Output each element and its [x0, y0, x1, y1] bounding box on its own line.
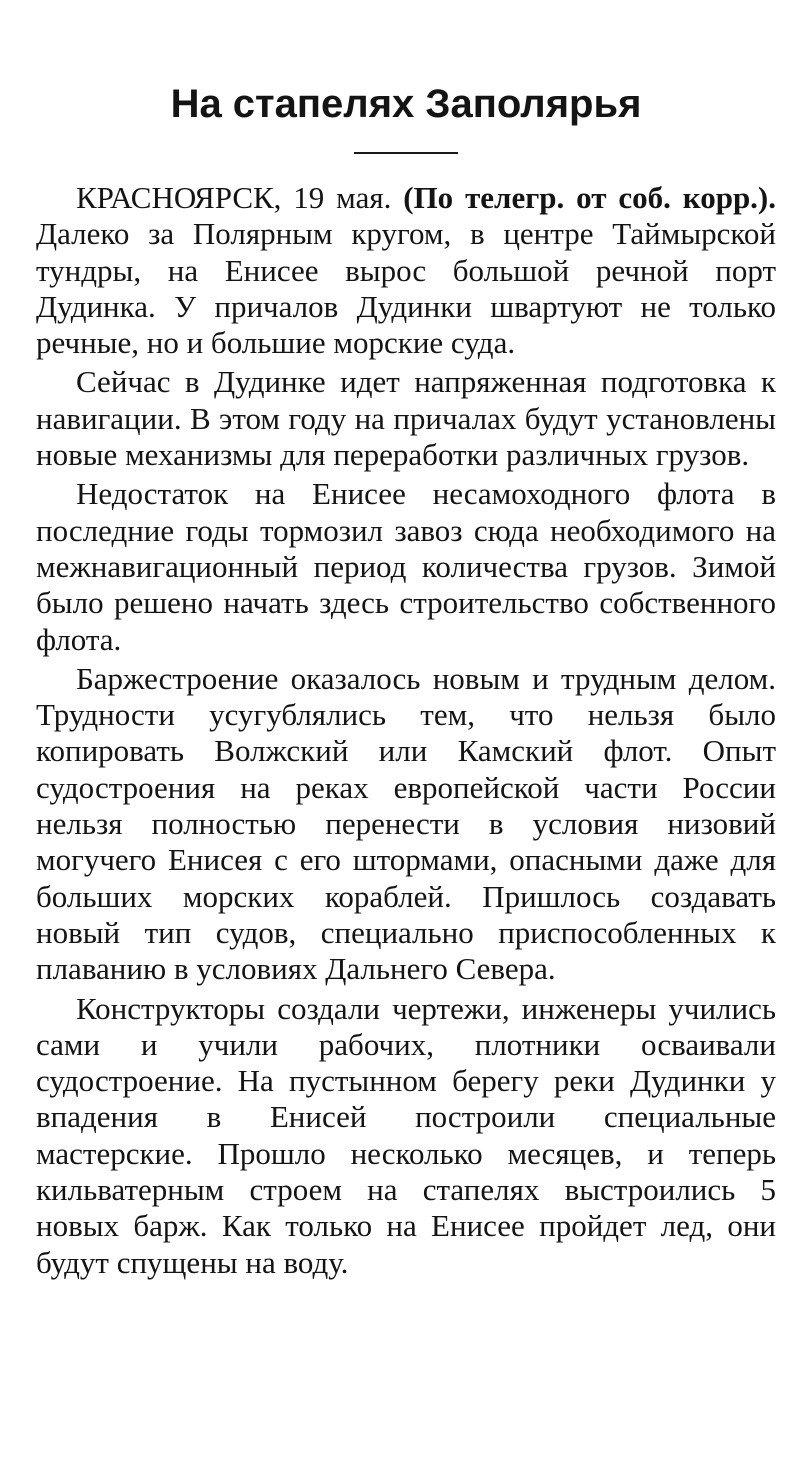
article-paragraph-4: Баржестроение оказалось новым и трудным делом. Трудности усугублялись тем, что нельзя было копировать Волжский или Камский флот. Опыт судостроения на реках европейской части России нельзя полностью перенести в условия низовий могучего Енисея с его штормами, опасными даже для больших морских кораблей. Пришлось создавать новый тип судов, специально приспособленных к плаванию в условиях Дальнего Севера.: [36, 660, 776, 987]
article-paragraph-5: Конструкторы создали чертежи, инженеры учились сами и учили рабочих, плотники осваивали судостроение. На пустынном берегу реки Дудинки у впадения в Енисей построили специальные мастерские. Прошло несколько месяцев, и теперь кильватерным строем на стапелях выстроились 5 новых барж. Как только на Енисее пройдет лед, они будут спущены на воду.: [36, 990, 776, 1280]
paragraph-1-text: Далеко за Полярным кругом, в центре Таймырской тундры, на Енисее вырос большой речной порт Дудинка. У причалов Дудинки швартуют не только речные, но и большие морские суда.: [36, 216, 776, 361]
article-paragraph-1: [36, 180, 776, 361]
headline-divider: [354, 152, 458, 154]
article-headline: На стапелях Заполярья: [170, 82, 642, 126]
article-dateline: КРАСНОЯРСК, 19 мая.: [76, 180, 392, 215]
newspaper-article: [36, 74, 776, 1284]
article-paragraph-3: Недостаток на Енисее несамоходного флота в последние годы тормозил завоз сюда необходимого на межнавигационный период количества грузов. Зимой было решено начать здесь строительство собственного флота.: [36, 476, 776, 657]
article-paragraph-2: Сейчас в Дудинке идет напряженная подготовка к навигации. В этом году на причалах будут установлены новые механизмы для переработки различных грузов.: [36, 364, 776, 473]
article-source: (По телегр. от соб. корр.).: [403, 180, 777, 215]
